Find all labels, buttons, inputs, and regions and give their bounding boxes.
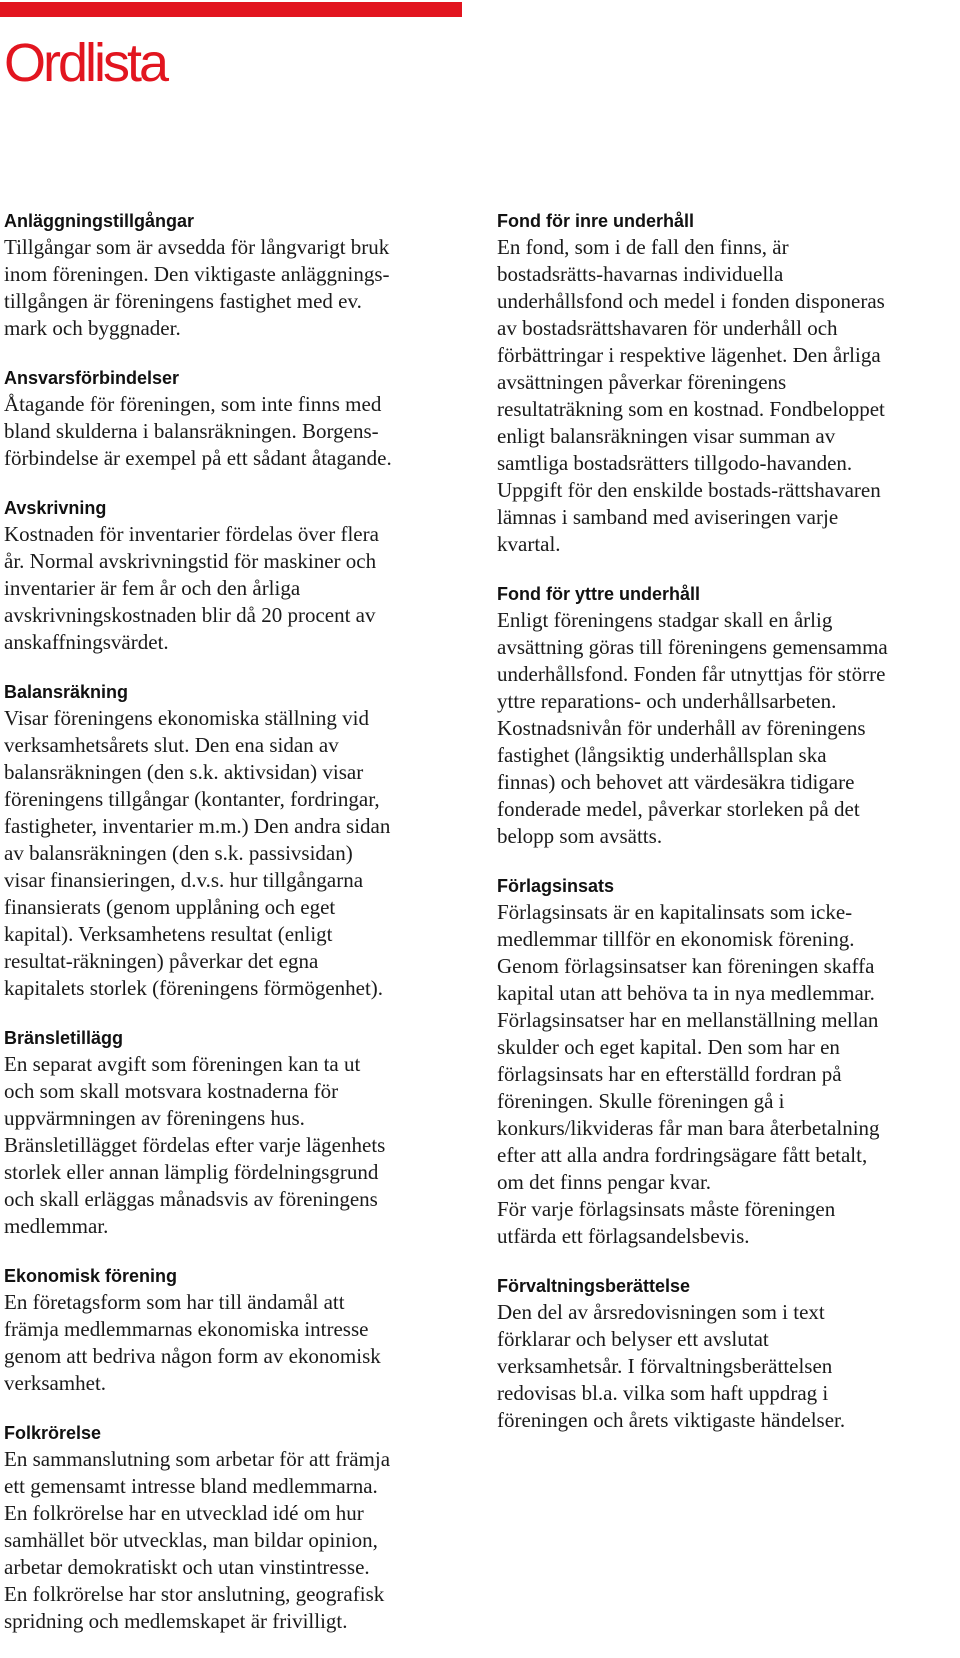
glossary-entry — [4, 365, 466, 472]
page-title: Ordlista — [4, 33, 167, 93]
glossary-entry — [4, 208, 466, 342]
glossary-term: Förvaltningsberättelse — [497, 1276, 691, 1296]
glossary-right-column — [497, 208, 952, 1457]
glossary-entry — [497, 581, 952, 850]
header-accent-bar — [0, 2, 462, 17]
glossary-term: Bränsletillägg — [4, 1028, 124, 1048]
glossary-definition: Åtagande för föreningen, som inte finns med bland skulderna i balansräkningen. Borgens- förbindelse är exempel på ett sådant åtagande. — [4, 392, 392, 470]
glossary-term: Ansvarsförbindelser — [4, 368, 180, 388]
glossary-entry — [4, 679, 466, 1002]
glossary-definition: En sammanslutning som arbetar för att främja ett gemensamt intresse bland medlemmarna. En folkrörelse har en utvecklad idé om hur samhället bör utvecklas, man bildar opinion, arbetar demokratiskt och utan vinstintresse. En folkrörelse har stor anslutning, geografisk spridning och medlemskapet är frivilligt. — [4, 1447, 391, 1633]
glossary-definition: En företagsform som har till ändamål att främja medlemmarnas ekonomiska intresse genom att bedriva någon form av ekonomisk verksamhet. — [4, 1290, 381, 1395]
glossary-term: Anläggningstillgångar — [4, 211, 195, 231]
glossary-entry — [4, 495, 466, 656]
glossary-term: Avskrivning — [4, 498, 107, 518]
glossary-definition: Kostnaden för inventarier fördelas över flera år. Normal avskrivningstid för maskiner och inventarier är fem år och den årliga avskrivningskostnaden blir då 20 procent av anskaffningsvärdet. — [4, 522, 379, 654]
glossary-term: Balansräkning — [4, 682, 129, 702]
glossary-term: Fond för yttre underhåll — [497, 584, 701, 604]
glossary-definition: En separat avgift som föreningen kan ta ut och som skall motsvara kostnaderna för uppvärmningen av föreningens hus. Bränsletillägget fördelas efter varje lägenhets storlek eller annan lämplig fördelningsgrund och skall erläggas månadsvis av föreningens medlemmar. — [4, 1052, 386, 1238]
glossary-definition: Tillgångar som är avsedda för långvarigt bruk inom föreningen. Den viktigaste anläggnings- tillgången är föreningens fastighet med ev. mark och byggnader. — [4, 235, 390, 340]
glossary-left-column — [4, 208, 466, 1658]
glossary-entry — [497, 208, 952, 558]
glossary-term: Förlagsinsats — [497, 876, 615, 896]
glossary-term: Ekonomisk förening — [4, 1266, 178, 1286]
glossary-definition: Enligt föreningens stadgar skall en årlig avsättning göras till föreningens gemensamma underhållsfond. Fonden får utnyttjas för större yttre reparations- och underhållsarbeten. Kostnadsnivån för underhåll av föreningens fastighet (långsiktig underhållsplan ska finnas) och behovet att värdesäkra tidigare fonderade medel, påverkar storleken på det belopp som avsätts. — [497, 608, 888, 848]
glossary-definition: Den del av årsredovisningen som i text förklarar och belyser ett avslutat verksamhetsår. I förvaltningsberättelsen redovisas bl.a. vilka som haft uppdrag i föreningen och årets viktigaste händelser. — [497, 1300, 846, 1432]
glossary-entry — [497, 873, 952, 1250]
glossary-entry — [4, 1420, 466, 1635]
glossary-definition: En fond, som i de fall den finns, är bostadsrätts-havarnas individuella underhållsfond och medel i fonden disponeras av bostadsrättshavaren för underhåll och förbättringar i respektive lägenhet. Den årliga avsättningen påverkar föreningens resultaträkning som en kostnad. Fondbeloppet enligt balansräkningen visar summan av samtliga bostadsrätters tillgodo-havanden. Uppgift för den enskilde bostads-rättshavaren lämnas i samband med aviseringen varje kvartal. — [497, 235, 885, 556]
glossary-definition: Förlagsinsats är en kapitalinsats som icke- medlemmar tillför en ekonomisk förening. Genom förlagsinsatser kan föreningen skaffa kapital utan att behöva ta in nya medlemmar. Förlagsinsatser har en mellanställning mellan skulder och eget kapital. Den som har en förlagsinsats har en efterställd fordran på föreningen. Skulle föreningen gå i konkurs/likvideras får man bara återbetalning efter att alla andra fordringsägare fått betalt, om det finns pengar kvar. För varje förlagsinsats måste föreningen utfärda ett förlagsandelsbevis. — [497, 900, 880, 1248]
glossary-term: Fond för inre underhåll — [497, 211, 694, 231]
glossary-term: Folkrörelse — [4, 1423, 102, 1443]
glossary-entry — [4, 1263, 466, 1397]
glossary-definition: Visar föreningens ekonomiska ställning vid verksamhetsårets slut. Den ena sidan av balansräkningen (den s.k. aktivsidan) visar föreningens tillgångar (kontanter, fordringar, fastigheter, inventarier m.m.) Den andra sidan av balansräkningen (den s.k. passivsidan) visar finansieringen, d.v.s. hur tillgångarna finansierats (genom upplåning och eget kapital). Verksamhetens resultat (enligt resultat-räkningen) påverkar det egna kapitalets storlek (föreningens förmögenhet). — [4, 706, 391, 1000]
glossary-entry — [4, 1025, 466, 1240]
glossary-entry — [497, 1273, 952, 1434]
